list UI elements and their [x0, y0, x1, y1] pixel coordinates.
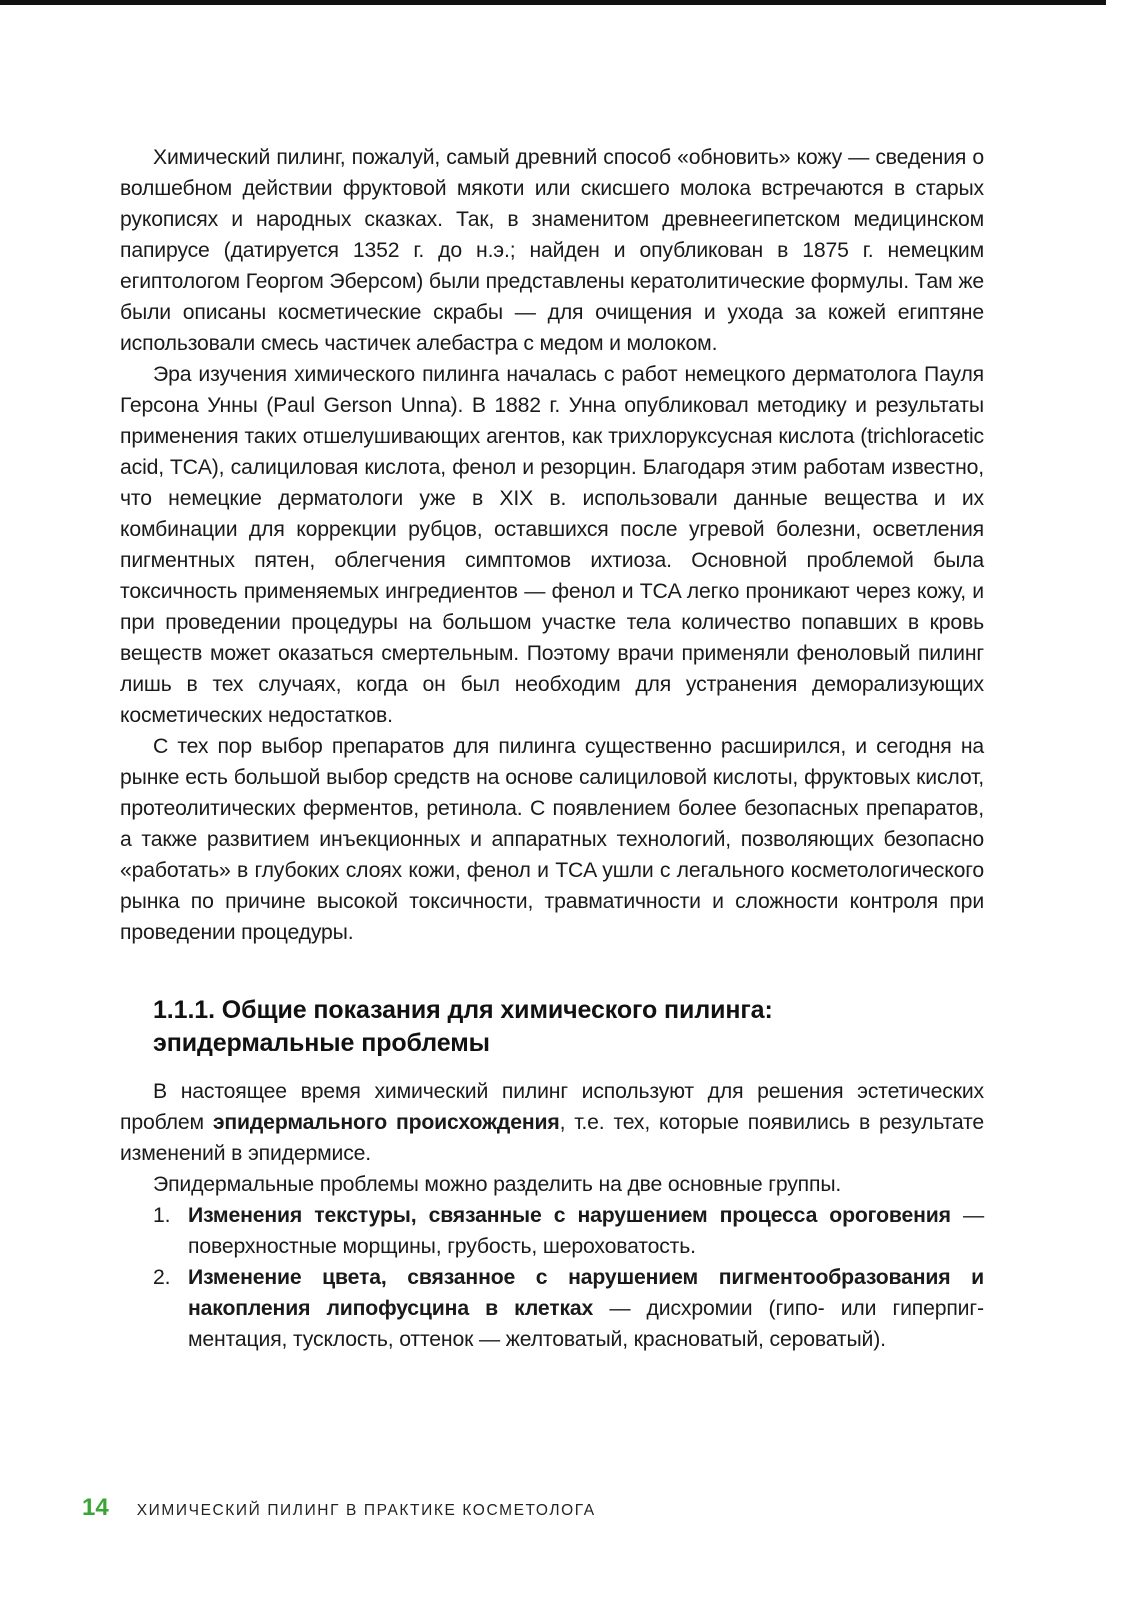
list-item-number: 2.: [153, 1266, 171, 1289]
intro-text-before: В настоящее время химический пилинг используют для решения эстетических проблем: [120, 1080, 984, 1134]
list-item-text: — поверхностные морщины, грубость, шероховатость.: [188, 1204, 984, 1258]
page-footer: [82, 1494, 596, 1522]
paragraph-groups: Эпидермальные проблемы можно разделить на две основные группы.: [153, 1173, 842, 1196]
section-heading-line1: 1.1.1. Общие показания для химического пилинга:: [153, 996, 773, 1024]
page-number: 14: [82, 1494, 109, 1521]
page-content: [120, 142, 984, 1355]
list-item-bold: Изменения текстуры, связанные с нарушением процесса ороговения: [188, 1204, 951, 1227]
running-title: ХИМИЧЕСКИЙ ПИЛИНГ В ПРАКТИКЕ КОСМЕТОЛОГА: [136, 1502, 596, 1519]
paragraph-modern: С тех пор выбор препаратов для пилинга существенно расширился, и сегодня на рынке есть большой выбор средств на основе салициловой кислоты, фруктовых кислот, протеолитических ферментов, ретинола. С появлением более безопасных препаратов, а также развитием инъекционных и аппаратных технологий, позволяющих безопасно «работать» в глубоких слоях кожи, фенол и TCA ушли с легального косметологического рынка по причине высокой токсичности, травматичности и сложности контроля при проведении процедуры.: [120, 735, 984, 944]
list-item-bold: Изменение цвета, связанное с нарушением пигментообразования и накопления липофусцина в клетках: [188, 1266, 984, 1320]
top-rule: [0, 0, 1106, 5]
intro-text-after: , т.е. тех, которые появились в результате изменений в эпидермисе.: [120, 1111, 985, 1165]
intro-bold-term: эпидермального происхождения: [212, 1111, 560, 1134]
section-heading: [153, 994, 984, 1060]
paragraph-unna: Эра изучения химического пилинга началась с работ немецкого дерматолога Пауля Герсона Унны (Paul Gerson Unna). В 1882 г. Унна опубликовал методику и результаты применения таких отшелушивающих агентов, как трихлоруксусная кислота (trichloracetic acid, TCA), салициловая кислота, фенол и резорцин. Благодаря этим работам известно, что немецкие дерматологи уже в XIX в. использовали данные вещества и их комбинации для коррекции рубцов, оставшихся после угревой болезни, осветления пигментных пятен, облегчения симптомов ихтиоза. Основной проблемой была токсичность применяемых ингредиентов — фенол и TCA легко проникают через кожу, и при проведении процедуры на большом участке тела количество попавших в кровь веществ может оказаться смертельным. Поэтому врачи применяли феноловый пилинг лишь в тех случаях, когда он был необходим для устранения деморализующих косметических недостатков.: [120, 363, 984, 727]
list-item: [120, 1262, 984, 1355]
problem-groups-list: [120, 1200, 984, 1355]
list-item-number: 1.: [153, 1204, 171, 1227]
paragraph-history: Химический пилинг, пожалуй, самый древний способ «обновить» кожу — сведения о волшебном действии фруктовой мякоти или скисшего молока встречаются в старых рукописях и народных сказках. Так, в знаменитом древнеегипетском медицинском папирусе (датируется 1352 г. до н.э.; найден и опубликован в 1875 г. немецким египтологом Георгом Эберсом) были представлены кератолитические формулы. Там же были описаны косметические скрабы — для очищения и ухода за кожей египтяне использовали смесь частичек алебастра с медом и молоком.: [120, 146, 984, 355]
section-heading-line2: эпидермальные проблемы: [153, 1029, 490, 1057]
list-item-text: — дисхромии (гипо- или гиперпигментация, тусклость, оттенок — желтоватый, красноватый, сероватый).: [188, 1297, 984, 1351]
paragraph-intro: [120, 1076, 984, 1169]
list-item: [120, 1200, 984, 1262]
